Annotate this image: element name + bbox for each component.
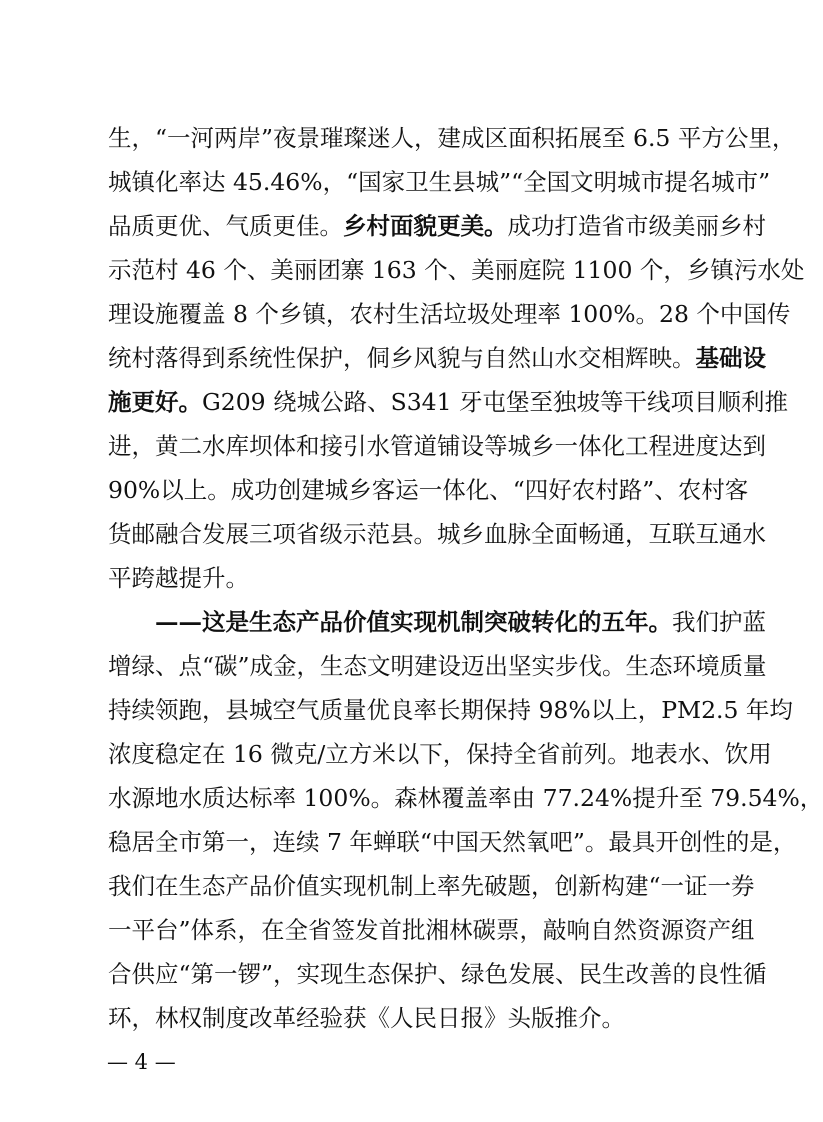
paragraph-2-line-7: 我们在生态产品价值实现机制上率先破题，创新构建“一证一券 bbox=[108, 872, 755, 900]
paragraph-1-line-6 bbox=[108, 338, 766, 378]
paragraph-2-line-5: 水源地水质达标率 100%。森林覆盖率由 77.24%提升至 79.54%， bbox=[108, 784, 823, 812]
paragraph-1-line-9: 90%以上。成功创建城乡客运一体化、“四好农村路”、农村客 bbox=[108, 476, 749, 504]
text-run: G209 绕城公路、S341 牙屯堡至独坡等干线项目顺利推 bbox=[202, 388, 789, 416]
paragraph-1-line-2: 城镇化率达 45.46%，“国家卫生县城”“全国文明城市提名城市” bbox=[108, 168, 771, 196]
paragraph-1-line-1: 生，“一河两岸”夜景璀璨迷人，建成区面积拓展至 6.5 平方公里， bbox=[108, 124, 796, 152]
paragraph-1-line-7 bbox=[108, 382, 789, 422]
paragraph-2-line-4: 浓度稳定在 16 微克/立方米以下，保持全省前列。地表水、饮用 bbox=[108, 740, 772, 768]
bold-heading-infrastructure: 基础设 bbox=[695, 344, 766, 372]
paragraph-2-line-1 bbox=[155, 602, 766, 642]
paragraph-2-line-3: 持续领跑，县城空气质量优良率长期保持 98%以上，PM2.5 年均 bbox=[108, 696, 793, 724]
text-run: 我们护蓝 bbox=[672, 608, 766, 636]
page-number: — 4 — bbox=[107, 1050, 176, 1074]
bold-heading-rural: 乡村面貌更美。 bbox=[343, 212, 508, 240]
paragraph-2-line-6: 稳居全市第一，连续 7 年蝉联“中国天然氧吧”。最具开创性的是， bbox=[108, 828, 797, 856]
bold-heading-infrastructure-end: 施更好。 bbox=[108, 388, 202, 416]
paragraph-2-line-10-spacer bbox=[108, 960, 693, 1000]
text-run: 统村落得到系统性保护，侗乡风貌与自然山水交相辉映。 bbox=[108, 344, 696, 372]
paragraph-1-line-5: 理设施覆盖 8 个乡镇，农村生活垃圾处理率 100%。28 个中国传 bbox=[108, 300, 791, 328]
bold-section-statement: ——这是生态产品价值实现机制突破转化的五年。 bbox=[155, 608, 672, 636]
paragraph-2-line-8: 一平台”体系，在全省签发首批湘林碳票，敲响自然资源资产组 bbox=[108, 916, 755, 944]
paragraph-1-line-8: 进，黄二水库坝体和接引水管道铺设等城乡一体化工程进度达到 bbox=[108, 432, 766, 460]
paragraph-2-line-10: 环，林权制度改革经验获《人民日报》头版推介。 bbox=[108, 1004, 625, 1032]
paragraph-1-line-11: 平跨越提升。 bbox=[108, 564, 249, 592]
paragraph-1-line-10: 货邮融合发展三项省级示范县。城乡血脉全面畅通，互联互通水 bbox=[108, 520, 766, 548]
paragraph-2-line-9: 合供应“第一锣”，实现生态保护、绿色发展、民生改善的良性循 bbox=[108, 960, 767, 988]
paragraph-1-line-4: 示范村 46 个、美丽团寨 163 个、美丽庭院 1100 个，乡镇污水处 bbox=[108, 256, 805, 284]
paragraph-1-line-3 bbox=[108, 206, 766, 246]
text-run: 成功打造省市级美丽乡村 bbox=[507, 212, 766, 240]
text-run: 品质更优、气质更佳。 bbox=[108, 212, 343, 240]
paragraph-2-line-2: 增绿、点“碳”成金，生态文明建设迈出坚实步伐。生态环境质量 bbox=[108, 652, 767, 680]
